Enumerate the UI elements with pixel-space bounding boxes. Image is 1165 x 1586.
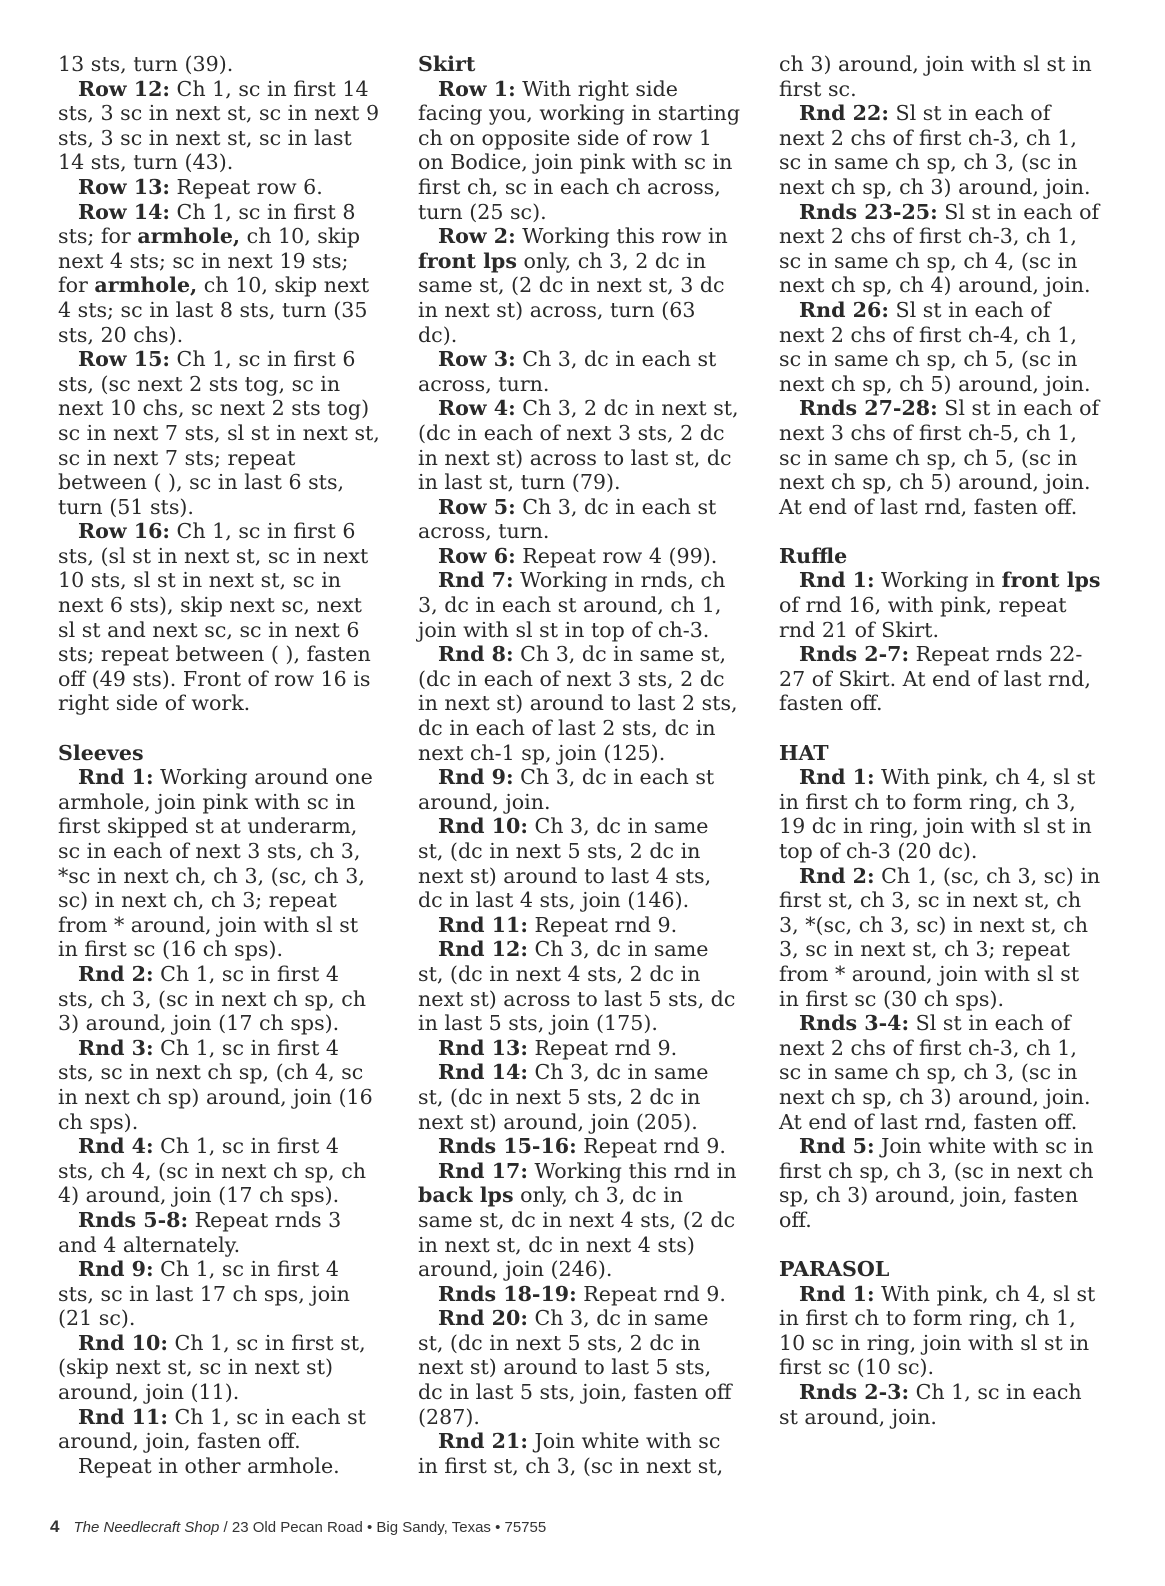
step-text: Repeat rnd 9.: [576, 1281, 726, 1306]
step-text: Sl st in each of next 2 chs of first ch-4, ch 1, sc in same ch sp, ch 5, (sc in next ch sp, ch 5) around, join.: [779, 297, 1091, 396]
step-text: Repeat rnds 3 and 4 alternately.: [58, 1207, 342, 1257]
skirt-row-3: [418, 347, 740, 396]
step-text: Ch 1, sc in first 6 sts, (sc next 2 sts tog, sc in next 10 chs, sc next 2 sts tog) sc in next 7 sts, sl st in next st, sc in next 7 sts; repeat between ( ), sc in last 6 sts, turn (51 sts).: [58, 347, 380, 519]
step-label: Rnd 1:: [78, 765, 154, 790]
step-label: Rnd 9:: [78, 1257, 154, 1282]
row-14-instruction: [58, 200, 380, 348]
continued-text: ch 3) around, join with sl st in first sc.: [779, 52, 1092, 101]
step-text: Ch 1, sc in each st around, join, fasten off.: [58, 1404, 366, 1454]
hat-rnds-3-4: [779, 1011, 1101, 1134]
step-label: Rnd 7:: [438, 568, 514, 593]
step-text: Repeat row 6.: [170, 174, 323, 199]
step-label: Rnds 18-19:: [438, 1281, 577, 1306]
step-label: Rnd 13:: [438, 1035, 528, 1060]
step-text: Ch 3, dc in each st across, turn.: [418, 347, 717, 396]
step-label: Rnd 22:: [799, 101, 889, 126]
skirt-rnd-9: [418, 765, 740, 814]
skirt-row-1: [418, 77, 740, 225]
skirt-rnd-8: [418, 642, 740, 765]
step-text: Working this row in: [515, 224, 728, 249]
step-text: Join white with sc in first st, ch 3, (sc in next st,: [418, 1429, 724, 1478]
step-label: Rnd 8:: [438, 642, 514, 667]
section-heading-skirt: Skirt: [418, 52, 476, 76]
skirt-rnds-27-28: [779, 396, 1101, 519]
step-text: Ch 1, sc in first 4 sts, ch 3, (sc in next ch sp, ch 3) around, join (17 ch sps).: [58, 961, 366, 1036]
step-label: Rnd 21:: [438, 1429, 528, 1454]
step-label: Row 4:: [438, 396, 516, 421]
step-label: Row 5:: [438, 494, 516, 519]
step-text: With pink, ch 4, sl st in first ch to form ring, ch 1, 10 sc in ring, join with sl st in first sc (10 sc).: [779, 1281, 1096, 1380]
sleeve-rnd-11: [58, 1405, 380, 1454]
repeat-note: Repeat in other armhole.: [78, 1453, 340, 1478]
row-12-instruction: [58, 77, 380, 175]
step-text: Ch 3, dc in each st across, turn.: [418, 494, 717, 544]
step-label: Row 1:: [438, 76, 516, 101]
step-label: Row 15:: [78, 347, 171, 372]
step-text: Repeat rnd 9.: [527, 912, 678, 937]
step-label: Row 16:: [78, 519, 171, 544]
step-label: Rnd 10:: [78, 1330, 168, 1355]
step-text: Repeat rnds 22-27 of Skirt. At end of last rnd, fasten off.: [779, 642, 1091, 716]
step-label: Row 12:: [78, 76, 171, 101]
step-label: Rnd 14:: [438, 1060, 528, 1085]
step-text: With right side facing you, working in starting ch on opposite side of row 1 on Bodice, join pink with sc in first ch, sc in each ch across, turn (25 sc).: [418, 76, 740, 224]
step-label: Rnd 3:: [78, 1035, 154, 1060]
step-label: Rnd 4:: [78, 1134, 154, 1159]
step-text: Ch 1, sc in each st around, join.: [779, 1380, 1082, 1429]
step-label: Rnds 2-7:: [799, 642, 910, 667]
section-heading-ruffle: Ruffle: [779, 543, 848, 568]
step-text: Ch 1, sc in first st, (skip next st, sc in next st) around, join (11).: [58, 1330, 366, 1405]
sleeve-rnds-5-8: [58, 1208, 380, 1257]
skirt-rnd-12: [418, 937, 740, 1035]
section-heading-sleeves: Sleeves: [58, 740, 144, 765]
sleeve-rnd-10: [58, 1331, 380, 1405]
step-text: ch 10, skip next 4 sts; sc in next 19 sts; for: [58, 224, 361, 298]
skirt-row-5: [418, 495, 740, 544]
sleeve-rnd-3: [58, 1036, 380, 1134]
column-3: [779, 52, 1101, 1429]
step-text: ch 10, skip next 4 sts; sc in last 8 sts, turn (35 sts, 20 chs).: [58, 273, 370, 347]
section-heading-hat: HAT: [779, 740, 829, 765]
sleeve-rnd-1: [58, 765, 380, 962]
step-text: Ch 1, sc in first 4 sts, ch 4, (sc in next ch sp, ch 4) around, join (17 ch sps).: [58, 1134, 366, 1208]
publisher-address: / 23 Old Pecan Road • Big Sandy, Texas • 75755: [219, 1519, 547, 1536]
step-label: Rnd 10:: [438, 814, 528, 839]
step-label: Rnd 11:: [78, 1404, 168, 1429]
hat-rnd-5: [779, 1134, 1101, 1232]
step-text: Ch 1, (sc, ch 3, sc) in first st, ch 3, sc in next st, ch 3, *(sc, ch 3, sc) in next st, ch 3, sc in next st, ch 3; repeat from * around, join with sl st in first sc (30 ch sps).: [779, 863, 1101, 1011]
step-text: Repeat row 4 (99).: [515, 543, 718, 568]
step-text: Repeat rnd 9.: [527, 1035, 678, 1060]
step-label: Rnd 2:: [799, 863, 875, 888]
continued-text: 13 sts, turn (39).: [58, 52, 234, 76]
parasol-rnds-2-3: [779, 1380, 1101, 1429]
step-text: Ch 3, dc in same st, (dc in next 4 sts, 2 dc in next st) across to last 5 sts, dc in last 5 sts, join (175).: [418, 937, 736, 1036]
skirt-rnd-20: [418, 1306, 740, 1429]
step-text: Sl st in each of next 3 chs of first ch-5, ch 1, sc in same ch sp, ch 5, (sc in next ch sp, ch 5) around, join. At end of last rnd, fasten off.: [779, 396, 1100, 519]
step-text: Ch 1, sc in first 4 sts, sc in last 17 ch sps, join (21 sc).: [58, 1257, 350, 1331]
step-text: Ch 3, dc in same st, (dc in next 5 sts, 2 dc in next st) around to last 4 sts, dc in last 4 sts, join (146).: [418, 814, 712, 913]
column-1: [58, 52, 380, 1478]
step-text: of rnd 16, with pink, repeat rnd 21 of Skirt.: [779, 593, 1067, 642]
section-heading-parasol: PARASOL: [779, 1257, 890, 1282]
skirt-rnd-26: [779, 298, 1101, 396]
ruffle-rnd-1: [779, 568, 1101, 642]
sleeve-rnd-2: [58, 962, 380, 1036]
row-13-instruction: [58, 175, 380, 200]
step-text: Ch 3, dc in each st around, join.: [418, 765, 715, 814]
step-text: With pink, ch 4, sl st in first ch to form ring, ch 3, 19 dc in ring, join with sl st in top of ch-3 (20 dc).: [779, 765, 1096, 863]
step-label: Row 13:: [78, 174, 171, 199]
step-label: Rnds 3-4:: [799, 1011, 910, 1036]
skirt-rnds-15-16: [418, 1134, 740, 1159]
skirt-rnd-21: [418, 1429, 740, 1478]
parasol-rnd-1: [779, 1282, 1101, 1380]
row-16-instruction: [58, 519, 380, 716]
step-label: Rnd 17:: [438, 1158, 528, 1183]
step-text: Ch 3, dc in same st, (dc in each of next 3 sts, 2 dc in next st) around to last 2 sts, dc in each of last 2 sts, dc in next ch-1 sp, join (125).: [418, 642, 738, 765]
step-label: Rnds 2-3:: [799, 1380, 910, 1405]
step-text: Ch 1, sc in first 4 sts, sc in next ch sp, (ch 4, sc in next ch sp) around, join (16 ch sps).: [58, 1035, 373, 1134]
step-text: Ch 3, dc in same st, (dc in next 5 sts, 2 dc in next st) around, join (205).: [418, 1060, 709, 1134]
step-label: Rnd 1:: [799, 765, 875, 790]
step-label: Rnd 11:: [438, 912, 528, 937]
skirt-rnds-18-19: [418, 1282, 740, 1307]
step-text: Ch 1, sc in first 6 sts, (sl st in next st, sc in next 10 sts, sl st in next st, sc in next 6 sts), skip next sc, next sl st and next sc, sc in next 6 sts; repeat between ( ), fasten off (49 sts). Front of row 16 is right side of work.: [58, 519, 371, 716]
step-label: Rnd 26:: [799, 297, 889, 322]
step-label: Row 3:: [438, 347, 516, 372]
page-number: 4: [50, 1517, 60, 1536]
skirt-rnd-13: [418, 1036, 740, 1061]
step-label: Rnds 5-8:: [78, 1207, 189, 1232]
sleeve-rnd-4: [58, 1134, 380, 1208]
step-text: Repeat rnd 9.: [576, 1134, 726, 1159]
step-label: Row 14:: [78, 199, 171, 224]
step-label: Rnd 2:: [78, 961, 154, 986]
step-text: Ch 1, sc in first 14 sts, 3 sc in next st, sc in next 9 sts, 3 sc in next st, sc in last 14 sts, turn (43).: [58, 76, 380, 175]
step-text: Working around one armhole, join pink with sc in first skipped st at underarm, sc in each of next 3 sts, ch 3, *sc in next ch, ch 3, (sc, ch 3, sc) in next ch, ch 3; repeat from * around, join with sl st in first sc (16 ch sps).: [58, 765, 373, 962]
emphasis-term: armhole,: [137, 224, 241, 249]
step-text: Ch 1, sc in first 8 sts; for: [58, 199, 356, 249]
hat-rnd-1: [779, 765, 1101, 863]
emphasis-term: front lps: [418, 248, 517, 273]
emphasis-term: back lps: [418, 1183, 514, 1208]
step-text: Working in rnds, ch 3, dc in each st around, ch 1, join with sl st in top of ch-3.: [418, 568, 726, 642]
step-text: Join white with sc in first ch sp, ch 3, (sc in next ch sp, ch 3) around, join, fasten off.: [779, 1134, 1094, 1232]
skirt-rnd-7: [418, 568, 740, 642]
step-text: Working this rnd in: [527, 1158, 737, 1183]
skirt-rnd-10: [418, 814, 740, 912]
step-label: Rnd 20:: [438, 1306, 528, 1331]
step-label: Rnd 9:: [438, 765, 514, 790]
step-text: Ch 3, 2 dc in next st, (dc in each of next 3 sts, 2 dc in next st) across to last st, dc in last st, turn (79).: [418, 396, 739, 495]
ruffle-rnds-2-7: [779, 642, 1101, 716]
step-label: Rnd 5:: [799, 1134, 875, 1159]
skirt-rnds-23-25: [779, 200, 1101, 298]
column-2: [418, 52, 740, 1478]
step-text: Ch 3, dc in same st, (dc in next 5 sts, 2 dc in next st) around to last 5 sts, dc in last 5 sts, join, fasten off (287).: [418, 1306, 732, 1429]
skirt-rnd-22: [779, 101, 1101, 199]
step-text: only, ch 3, 2 dc in same st, (2 dc in next st, 3 dc in next st) across, turn (63 dc).: [418, 248, 725, 347]
publisher-name: The Needlecraft Shop: [73, 1519, 220, 1536]
hat-rnd-2: [779, 864, 1101, 1012]
step-text: Working in: [874, 568, 1002, 593]
page-footer: [50, 1517, 546, 1537]
step-label: Rnd 1:: [799, 568, 875, 593]
skirt-row-6: [418, 544, 740, 569]
step-label: Row 2:: [438, 224, 516, 249]
step-text: Sl st in each of next 2 chs of first ch-3, ch 1, sc in same ch sp, ch 3, (sc in next ch sp, ch 3) around, join.: [779, 101, 1091, 199]
skirt-row-2: [418, 224, 740, 347]
step-label: Rnds 15-16:: [438, 1134, 577, 1159]
skirt-rnd-17: [418, 1159, 740, 1282]
sleeve-rnd-9: [58, 1257, 380, 1331]
skirt-row-4: [418, 396, 740, 494]
step-text: Sl st in each of next 2 chs of first ch-3, ch 1, sc in same ch sp, ch 3, (sc in next ch sp, ch 3) around, join. At end of last rnd, fasten off.: [779, 1011, 1091, 1134]
row-15-instruction: [58, 347, 380, 519]
step-label: Row 6:: [438, 543, 516, 568]
step-text: Sl st in each of next 2 chs of first ch-3, ch 1, sc in same ch sp, ch 4, (sc in next ch sp, ch 4) around, join.: [779, 199, 1100, 298]
emphasis-term: armhole,: [94, 273, 198, 298]
step-label: Rnd 1:: [799, 1281, 875, 1306]
emphasis-term: front lps: [1001, 568, 1101, 593]
step-label: Rnds 23-25:: [799, 199, 938, 224]
skirt-rnd-14: [418, 1060, 740, 1134]
step-text: only, ch 3, dc in same st, dc in next 4 sts, (2 dc in next st, dc in next 4 sts) around, join (246).: [418, 1183, 736, 1282]
step-label: Rnds 27-28:: [799, 396, 938, 421]
step-label: Rnd 12:: [438, 937, 528, 962]
skirt-rnd-11: [418, 913, 740, 938]
